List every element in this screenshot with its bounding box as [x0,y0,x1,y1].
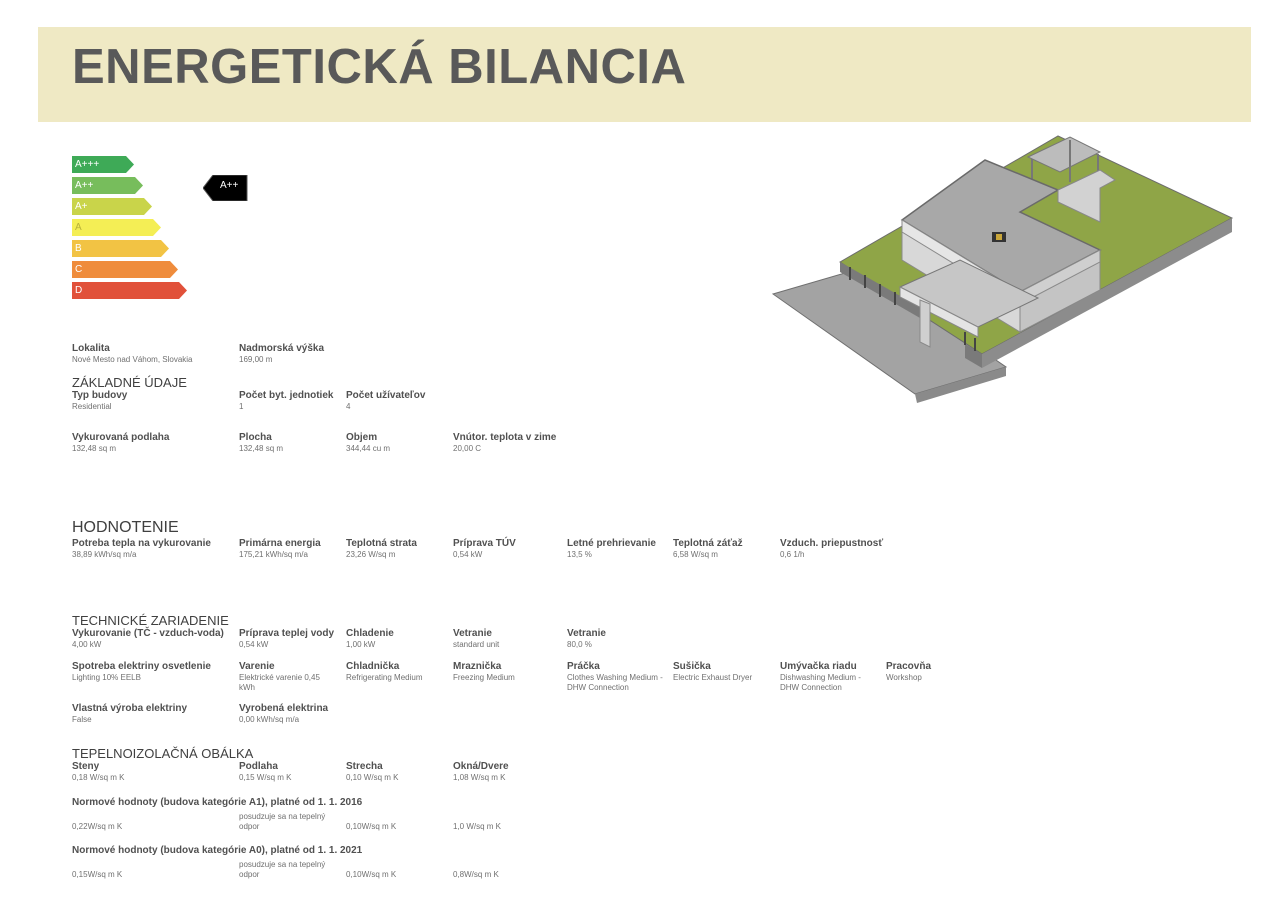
altitude-value: 169,00 m [239,355,273,364]
volume-field [346,432,390,454]
location-value: Nové Mesto nad Váhom, Slovakia [72,355,193,364]
altitude-label: Nadmorská výška [239,343,325,354]
tech-item-label: Sušička [673,661,711,672]
area-field [239,432,283,454]
rating-item-value: 0,6 1/h [780,550,805,559]
winter-temp-field [453,432,556,454]
envelope-item-label: Steny [72,761,100,772]
tech-item [239,703,328,725]
rating-item [567,538,656,560]
rating-c [72,261,187,278]
tech-item-label: Práčka [567,661,600,672]
tech-item-label: Spotreba elektriny osvetlenie [72,661,211,672]
rating-c-arrow [72,261,178,278]
rating-item-value: 13,5 % [567,550,592,559]
tech-item-label: Pracovňa [886,661,932,672]
norm-a1-walls: 0,22W/sq m K [72,822,123,831]
tech-item [239,628,334,650]
rating-item [453,538,516,560]
envelope-item-label: Strecha [346,761,383,772]
tech-item-label: Vykurovanie (TČ - vzduch-voda) [72,628,224,639]
rating-item-value: 23,26 W/sq m [346,550,396,559]
users-field [346,390,425,412]
heated-floor-value: 132,48 sq m [72,444,117,453]
winter-temp-value: 20,00 C [453,444,482,453]
tech-item-value: standard unit [453,640,500,649]
area-label: Plocha [239,432,272,443]
tech-item-value: 0,00 kWh/sq m/a [239,715,300,724]
heated-floor-field [72,432,169,454]
title-banner [38,27,1251,122]
tech-item-value: Clothes Washing Medium - DHW Connection [567,673,663,692]
rating-d-arrow [72,282,187,299]
tech-item [346,628,394,650]
rating-item-value: 175,21 kWh/sq m/a [239,550,308,559]
units-value: 1 [239,402,244,411]
norm-a0-roof: 0,10W/sq m K [346,870,397,879]
tech-item-label: Chladenie [346,628,394,639]
tech-item-label: Varenie [239,661,275,672]
tech-item-value: Elektrické varenie 0,45 kWh [239,673,320,692]
current-rating-label: A++ [220,180,239,191]
basic-data-heading: ZÁKLADNÉ ÚDAJE [72,375,187,390]
envelope-item-value: 0,15 W/sq m K [239,773,292,782]
energy-rating-scale [72,156,187,303]
envelope-item [453,761,509,783]
tech-item-label: Vyrobená elektrina [239,703,329,714]
tech-item-value: Refrigerating Medium [346,673,423,682]
envelope-item-value: 0,18 W/sq m K [72,773,125,782]
tech-item-value: Electric Exhaust Dryer [673,673,753,682]
rating-item-label: Teplotná záťaž [673,538,743,549]
tech-item-label: Príprava teplej vody [239,628,335,639]
rating-item-value: 6,58 W/sq m [673,550,718,559]
rating-a1-label: A+ [75,201,88,212]
location-label: Lokalita [72,343,110,354]
envelope-item-label: Okná/Dvere [453,761,509,772]
rating-item-value: 38,89 kWh/sq m/a [72,550,137,559]
rating-a3-label: A+++ [75,159,100,170]
volume-value: 344,44 cu m [346,444,391,453]
envelope-item-value: 1,08 W/sq m K [453,773,506,782]
norm-a0-walls: 0,15W/sq m K [72,870,123,879]
rating-c-label: C [75,264,83,275]
tech-item [567,661,669,693]
rating-heading: HODNOTENIE [72,519,179,536]
rating-a-arrow [72,219,161,236]
users-value: 4 [346,402,351,411]
rating-a3 [72,156,187,173]
tech-item-label: Umývačka riadu [780,661,857,672]
tech-item-label: Vlastná výroba elektriny [72,703,188,714]
units-label: Počet byt. jednotiek [239,390,334,401]
altitude-field [239,343,324,365]
tech-item [72,628,224,650]
page-title: ENERGETICKÁ BILANCIA [72,40,687,94]
tech-item-value: Freezing Medium [453,673,515,682]
rating-a2-label: A++ [75,180,94,191]
tech-heading: TECHNICKÉ ZARIADENIE [72,613,229,628]
rating-item [780,538,883,560]
norm-a0-floor: posudzuje sa na tepelný odpor [239,860,326,879]
rating-a [72,219,187,236]
tech-item [346,661,446,683]
tech-item-label: Vetranie [567,628,606,639]
winter-temp-label: Vnútor. teplota v zime [453,432,557,443]
rating-item [346,538,417,560]
rating-d [72,282,187,299]
tech-item [567,628,606,650]
tech-item [886,661,986,683]
rating-item-label: Teplotná strata [346,538,417,549]
envelope-item [72,761,124,783]
building-isometric-image [770,132,1240,412]
norm-a1-roof: 0,10W/sq m K [346,822,397,831]
tech-item-value: 0,54 kW [239,640,269,649]
norm-a1-windows: 1,0 W/sq m K [453,822,502,831]
building-type-label: Typ budovy [72,390,128,401]
rating-item-label: Vzduch. priepustnosť [780,538,884,549]
tech-item-value: Workshop [886,673,922,682]
tech-item [239,661,334,693]
rating-item-label: Príprava TÚV [453,538,516,549]
envelope-heading: TEPELNOIZOLAČNÁ OBÁLKA [72,746,254,761]
tech-item [72,703,187,725]
tech-item [780,661,880,693]
tech-item-value: Lighting 10% EELB [72,673,141,682]
envelope-item-value: 0,10 W/sq m K [346,773,399,782]
rating-item [72,538,211,560]
envelope-item-label: Podlaha [239,761,278,772]
tech-item-value: False [72,715,92,724]
rating-item [673,538,743,560]
tech-item-label: Mraznička [453,661,502,672]
tech-item-value: Dishwashing Medium - DHW Connection [780,673,861,692]
volume-label: Objem [346,432,378,443]
rating-item-label: Potreba tepla na vykurovanie [72,538,211,549]
tech-item [453,661,553,683]
rating-item [239,538,321,560]
rating-item-label: Letné prehrievanie [567,538,656,549]
tech-item [453,628,499,650]
units-field [239,390,333,412]
rating-a1 [72,198,187,215]
envelope-item [239,761,291,783]
rating-item-value: 0,54 kW [453,550,483,559]
norm-a0-windows: 0,8W/sq m K [453,870,499,879]
tech-item-value: 4,00 kW [72,640,102,649]
rating-b-arrow [72,240,169,257]
envelope-item [346,761,398,783]
rating-item-label: Primárna energia [239,538,321,549]
tech-item-label: Chladnička [346,661,400,672]
users-label: Počet užívateľov [346,390,426,401]
current-rating-indicator [203,175,248,206]
tech-item [72,661,232,683]
tech-item-value: 1,00 kW [346,640,376,649]
area-value: 132,48 sq m [239,444,284,453]
norm-a1-floor: posudzuje sa na tepelný odpor [239,812,326,831]
building-type-value: Residential [72,402,112,411]
norm-a0-title: Normové hodnoty (budova kategórie A0), platné od 1. 1. 2021 [72,845,363,856]
rating-b [72,240,187,257]
heated-floor-label: Vykurovaná podlaha [72,432,170,443]
tech-item [673,661,773,683]
tech-item-label: Vetranie [453,628,492,639]
rating-d-label: D [75,285,83,296]
location-field [72,343,193,365]
rating-a-label: A [75,222,82,233]
rating-a2 [72,177,187,194]
tech-item-value: 80,0 % [567,640,592,649]
norm-a1-title: Normové hodnoty (budova kategórie A1), platné od 1. 1. 2016 [72,797,363,808]
rating-b-label: B [75,243,82,254]
building-type-field [72,390,127,412]
